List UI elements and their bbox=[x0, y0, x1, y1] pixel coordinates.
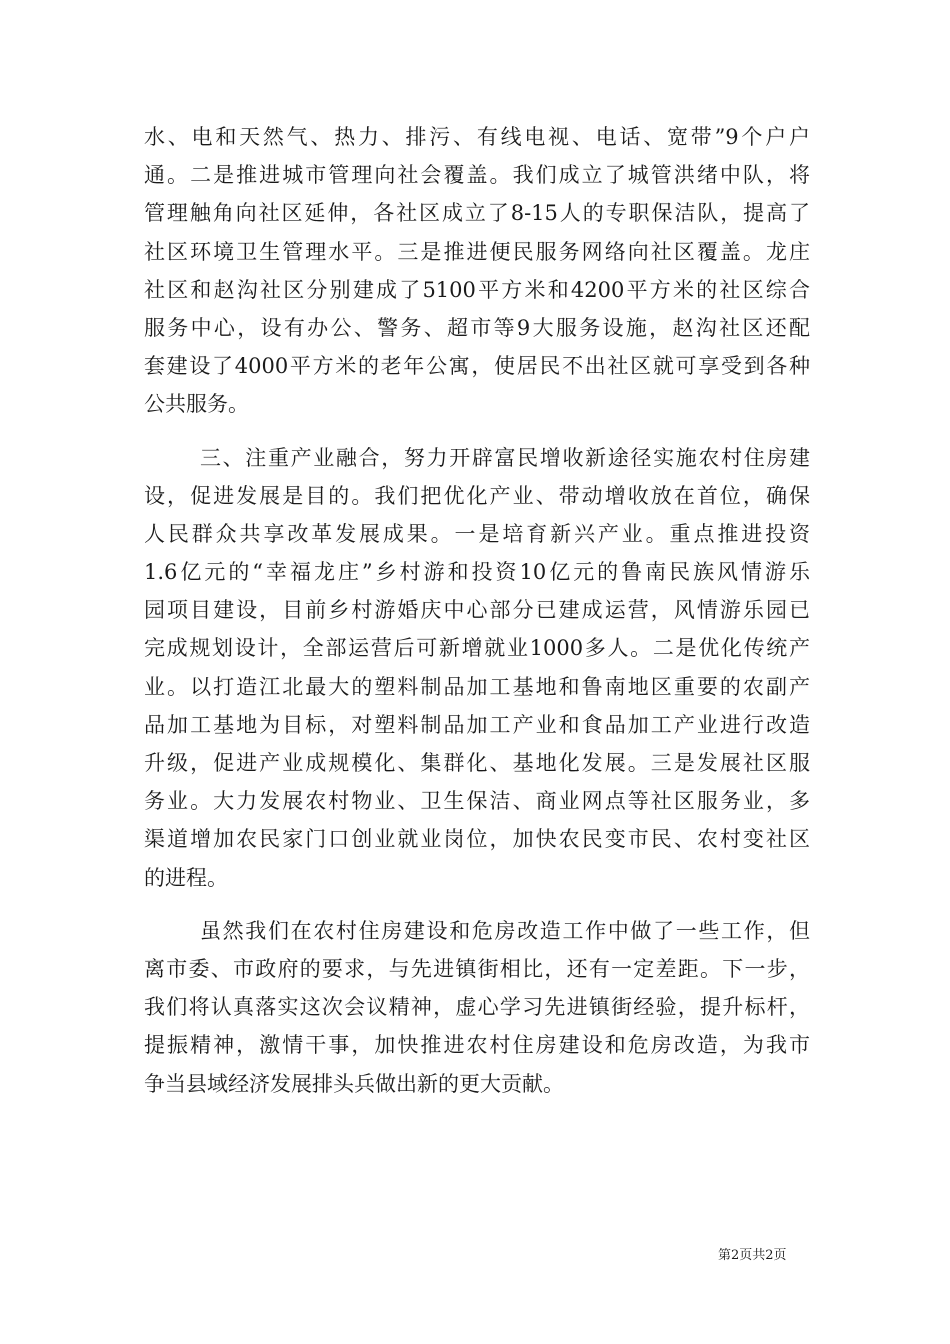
text-line: 完成规划设计，全部运营后可新增就业1000多人。二是优化传统产 bbox=[144, 636, 810, 661]
text-line: 社区和赵沟社区分别建成了5100平方米和4200平方米的社区综合 bbox=[144, 277, 810, 302]
text-line: 虽然我们在农村住房建设和危房改造工作中做了一些工作，但 bbox=[200, 918, 810, 943]
text-line: 社区环境卫生管理水平。三是推进便民服务网络向社区覆盖。龙庄 bbox=[144, 239, 810, 264]
paragraph-3 bbox=[144, 912, 810, 1103]
text-line: 人民群众共享改革发展成果。一是培育新兴产业。重点推进投资 bbox=[144, 521, 810, 546]
paragraph-spacer bbox=[144, 897, 810, 912]
text-line: 我们将认真落实这次会议精神，虚心学习先进镇街经验，提升标杆， bbox=[144, 995, 810, 1020]
text-line: 管理触角向社区延伸，各社区成立了8-15人的专职保洁队，提高了 bbox=[144, 201, 810, 226]
text-line: 业。以打造江北最大的塑料制品加工基地和鲁南地区重要的农副产 bbox=[144, 674, 810, 699]
text-line: 套建设了4000平方米的老年公寓，使居民不出社区就可享受到各种 bbox=[144, 354, 810, 379]
text-line: 水、电和天然气、热力、排污、有线电视、电话、宽带”9个户户 bbox=[144, 125, 810, 149]
text-line: 离市委、市政府的要求，与先进镇街相比，还有一定差距。下一步， bbox=[144, 956, 810, 981]
text-line: 务业。大力发展农村物业、卫生保洁、商业网点等社区服务业，多 bbox=[144, 789, 810, 814]
text-line: 渠道增加农民家门口创业就业岗位，加快农民变市民、农村变社区 bbox=[144, 827, 810, 852]
text-line: 三、注重产业融合，努力开辟富民增收新途径实施农村住房建 bbox=[200, 445, 810, 470]
text-line: 通。二是推进城市管理向社会覆盖。我们成立了城管洪绪中队，将 bbox=[144, 163, 810, 188]
text-line: 园项目建设，目前乡村游婚庆中心部分已建成运营，风情游乐园已 bbox=[144, 598, 810, 623]
paragraph-2 bbox=[144, 439, 810, 897]
paragraph-1 bbox=[144, 118, 810, 424]
text-line: 的进程。 bbox=[144, 865, 228, 890]
text-line: 1.6亿元的“幸福龙庄”乡村游和投资10亿元的鲁南民族风情游乐 bbox=[144, 560, 810, 585]
document-body bbox=[144, 118, 810, 1103]
page-number: 第2页共2页 bbox=[718, 1248, 787, 1263]
paragraph-spacer bbox=[144, 424, 810, 439]
text-line: 公共服务。 bbox=[144, 392, 249, 417]
text-line: 品加工基地为目标，对塑料制品加工产业和食品加工产业进行改造 bbox=[144, 712, 810, 737]
text-line: 争当县域经济发展排头兵做出新的更大贡献。 bbox=[144, 1071, 564, 1096]
text-line: 提振精神，激情干事，加快推进农村住房建设和危房改造，为我市 bbox=[144, 1033, 810, 1058]
text-line: 升级，促进产业成规模化、集群化、基地化发展。三是发展社区服 bbox=[144, 751, 810, 775]
text-line: 服务中心，设有办公、警务、超市等9大服务设施，赵沟社区还配 bbox=[144, 315, 810, 340]
text-line: 设，促进发展是目的。我们把优化产业、带动增收放在首位，确保 bbox=[144, 483, 810, 508]
